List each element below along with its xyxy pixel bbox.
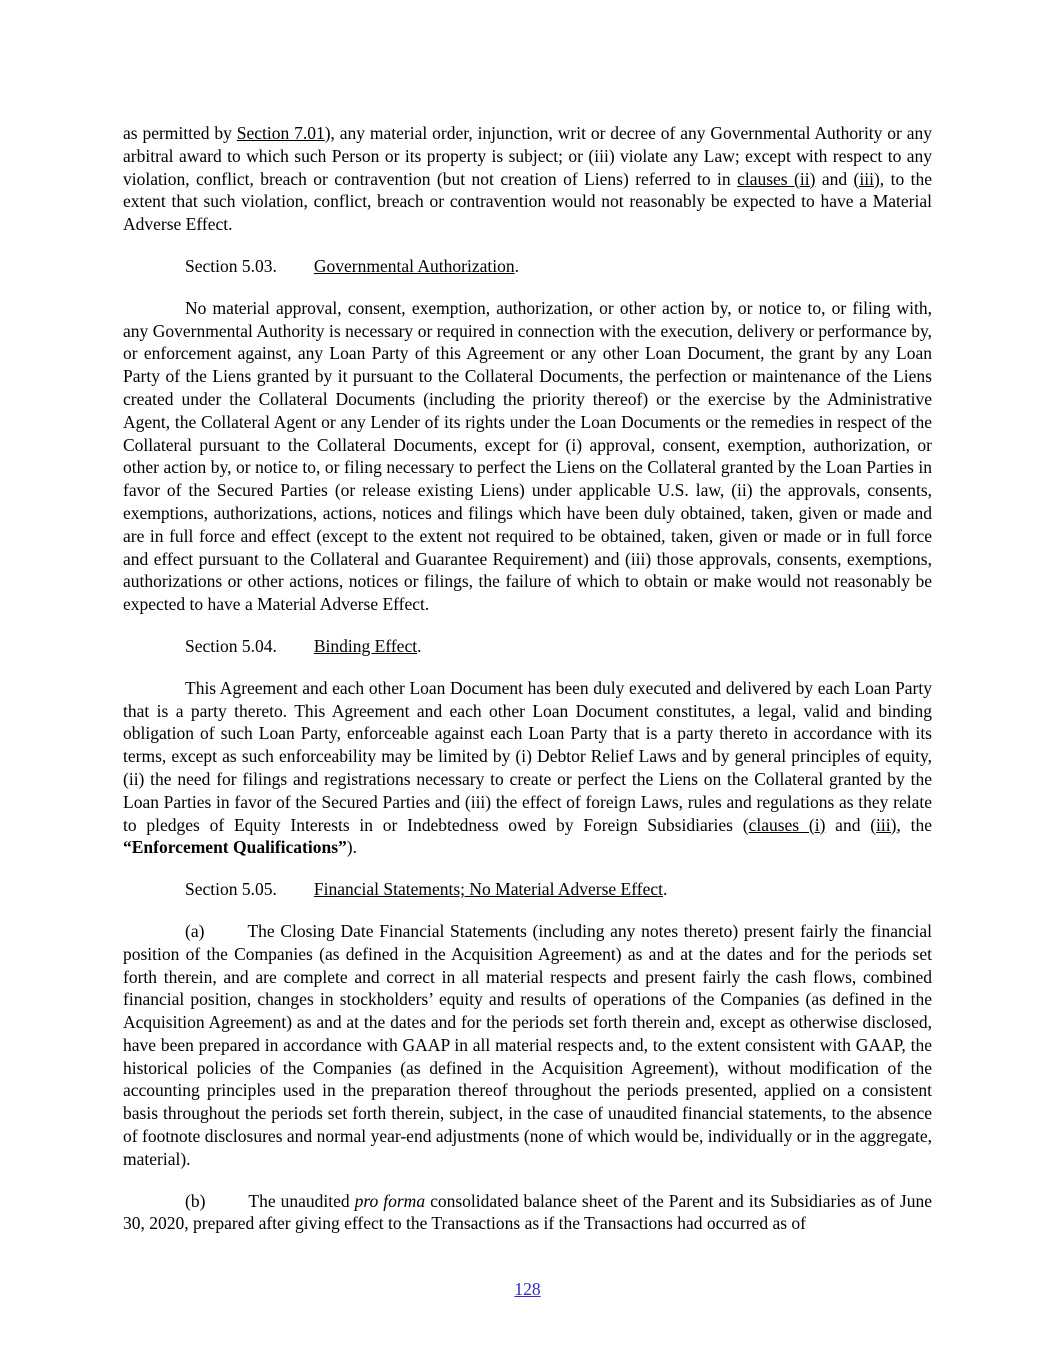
body-text: ). bbox=[346, 837, 357, 858]
section-title-period: . bbox=[514, 255, 519, 276]
body-text: ), any material order, injunction, writ or decree of any Governmental Authority or any arbitral award to which such Person or its property is subject; or (iii) violate any Law; except with respect to any violation, conflict, breach or contravention (but not creation of Liens) referred to in bbox=[123, 123, 932, 189]
clause-iii-link[interactable]: (iii) bbox=[870, 814, 897, 835]
body-text: , the bbox=[896, 814, 932, 835]
section-number: Section 5.03. bbox=[185, 255, 277, 276]
body-text: as permitted by bbox=[123, 123, 237, 143]
section-title: Binding Effect bbox=[313, 635, 418, 656]
body-text: and bbox=[825, 814, 871, 835]
body-text: The Closing Date Financial Statements (including any notes thereto) present fairly the financial position of the Companies (as defined in the Acquisition Agreement) as and at the dates and for the periods set forth therein, and are complete and correct in all material respects and present fairly the cash flows, combined financial position, changes in stockholders’ equity and results of operations of the Companies (as defined in the Acquisition Agreement) as and at the dates and for the periods set forth therein and, except as otherwise disclosed, have been prepared in accordance with GAAP in all material respects and, to the extent consistent with GAAP, the historical policies of the Companies (as defined in the Acquisition Agreement), without modification of the accounting principles used in the preparation thereof throughout the periods presented, applied on a consistent basis throughout the periods set forth therein, subject, in the case of unaudited financial statements, to the absence of footnote disclosures and normal year-end adjustments (none of which would be, individually or in the aggregate, material). bbox=[123, 920, 932, 1169]
clause-iii-link[interactable]: (iii) bbox=[853, 168, 880, 189]
paragraph-5-04-body bbox=[123, 677, 932, 859]
section-5-05-heading bbox=[185, 878, 932, 901]
page-number-link[interactable]: 128 bbox=[514, 1279, 541, 1299]
page-footer bbox=[0, 1278, 1055, 1301]
section-number: Section 5.04. bbox=[185, 635, 277, 656]
body-text: , to the extent that such violation, conflict, breach or contravention would not reasonably be expected to have a Material Adverse Effect. bbox=[123, 168, 932, 235]
paragraph-a bbox=[123, 920, 932, 1171]
paragraph-continuation bbox=[123, 122, 932, 236]
body-text: consolidated balance sheet of the Parent and its Subsidiaries as of June 30, 2020, prepared after giving effect to the Transactions as if the Transactions had occurred as of bbox=[123, 1190, 933, 1234]
section-7-01-link[interactable]: Section 7.01 bbox=[236, 123, 325, 143]
body-text: and bbox=[815, 168, 854, 189]
body-text: No material approval, consent, exemption, authorization, or other action by, or notice to, or filing with, any Governmental Authority is necessary or required in connection with the execution, delivery or performance by, or enforcement against, any Loan Party of this Agreement or any other Loan Document, the grant by any Loan Party of the Liens granted by it pursuant to the Collateral Documents, the perfection or maintenance of the Liens created under the Collateral Documents (including the priority thereof) or the exercise by the Administrative Agent, the Collateral Agent or any Lender of its rights under the Loan Documents or the remedies in respect of the Collateral pursuant to the Collateral Documents, except for (i) approval, consent, exemption, authorization, or other action by, or notice to, or filing necessary to perfect the Liens on the Collateral granted by the Loan Parties in favor of the Secured Parties (or release existing Liens) under applicable U.S. law, (ii) the approvals, consents, exemptions, authorizations, actions, notices and filings which have been duly obtained, taken, given or made and are in full force and effect (except to the extent not required to be obtained, taken, given or made or in full force and effect pursuant to the Collateral and Guarantee Requirement) and (iii) those approvals, consents, exemptions, authorizations or other actions, notices or filings, the failure of which to obtain or make would not reasonably be expected to have a Material Adverse Effect. bbox=[123, 297, 932, 615]
section-number: Section 5.05. bbox=[185, 879, 277, 900]
section-title: Financial Statements; No Material Adverse Effect bbox=[313, 879, 663, 900]
clauses-ii-link[interactable]: clauses (ii) bbox=[737, 168, 816, 189]
section-title: Governmental Authorization bbox=[313, 255, 515, 276]
paragraph-5-03-body bbox=[123, 297, 932, 616]
section-5-04-heading bbox=[185, 635, 932, 658]
italic-pro-forma: pro forma bbox=[354, 1190, 426, 1211]
section-title-period: . bbox=[417, 635, 422, 656]
paragraph-b bbox=[123, 1190, 932, 1236]
body-text: This Agreement and each other Loan Document has been duly executed and delivered by each Loan Party that is a party thereto. This Agreement and each other Loan Document constitutes, a legal, valid and binding obligation of such Loan Party, enforceable against each Loan Party that is a party thereto in accordance with its terms, except as such enforceability may be limited by (i) Debtor Relief Laws and by general principles of equity, (ii) the need for filings and registrations necessary to create or perfect the Liens on the Collateral granted by the Loan Parties in favor of the Secured Parties and (iii) the effect of foreign Laws, rules and regulations as they relate to pledges of Equity Interests in or Indebtedness owed by Foreign Subsidiaries ( bbox=[123, 677, 932, 835]
list-marker-a: (a) bbox=[185, 920, 205, 941]
clauses-i-link[interactable]: clauses (i) bbox=[748, 814, 826, 835]
list-marker-b: (b) bbox=[185, 1190, 206, 1211]
body-text: The unaudited bbox=[248, 1190, 355, 1211]
defined-term-enforcement-qualifications: “Enforcement Qualifications” bbox=[123, 837, 347, 858]
section-title-period: . bbox=[662, 879, 668, 900]
section-5-03-heading bbox=[185, 255, 932, 278]
